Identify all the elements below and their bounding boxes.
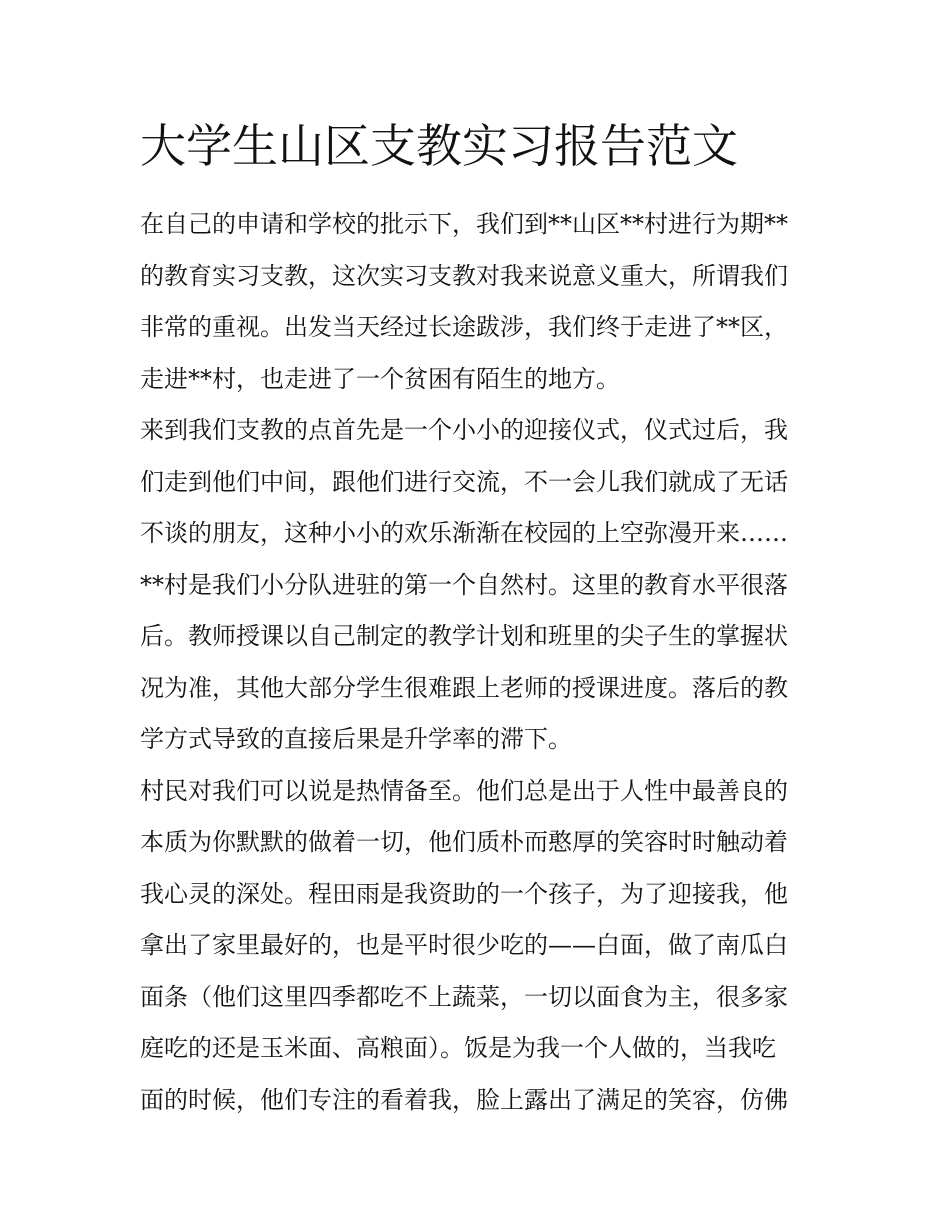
body-line: 面条（他们这里四季都吃不上蔬菜，一切以面食为主，很多家 <box>140 982 788 1011</box>
body-line: 学方式导致的直接后果是升学率的滞下。 <box>140 725 572 753</box>
body-line: 庭吃的还是玉米面、高粮面）。饭是为我一个人做的，当我吃 <box>140 1034 776 1062</box>
body-line: 非常的重视。出发当天经过长途跋涉，我们终于走进了**区， <box>140 313 788 341</box>
body-line: 在自己的申请和学校的批示下，我们到**山区**村进行为期** <box>140 210 788 238</box>
body-line: 拿出了家里最好的，也是平时很少吃的——白面，做了南瓜白 <box>140 931 788 959</box>
body-line: 本质为你默默的做着一切，他们质朴而憨厚的笑容时时触动着 <box>140 828 788 856</box>
body-line: 不谈的朋友，这种小小的欢乐渐渐在校园的上空弥漫开来…… <box>140 519 788 547</box>
body-line: 走进**村，也走进了一个贫困有陌生的地方。 <box>140 364 620 393</box>
body-line: 面的时候，他们专注的看着我，脸上露出了满足的笑容，仿佛 <box>140 1085 788 1114</box>
body-line: 们走到他们中间，跟他们进行交流，不一会儿我们就成了无话 <box>140 467 788 496</box>
body-line: 村民对我们可以说是热情备至。他们总是出于人性中最善良的 <box>140 776 788 805</box>
body-line: 后。教师授课以自己制定的教学计划和班里的尖子生的掌握状 <box>140 622 788 650</box>
body-line: 况为准，其他大部分学生很难跟上老师的授课进度。落后的教 <box>140 673 788 702</box>
body-line: **村是我们小分队进驻的第一个自然村。这里的教育水平很落 <box>140 570 788 599</box>
body-line: 的教育实习支教，这次实习支教对我来说意义重大，所谓我们 <box>140 261 788 290</box>
document-body <box>140 199 812 1126</box>
document-title: 大学生山区支教实习报告范文 <box>140 119 738 173</box>
body-line: 来到我们支教的点首先是一个小小的迎接仪式，仪式过后，我 <box>140 416 788 444</box>
body-line: 我心灵的深处。程田雨是我资助的一个孩子，为了迎接我，他 <box>140 879 788 908</box>
